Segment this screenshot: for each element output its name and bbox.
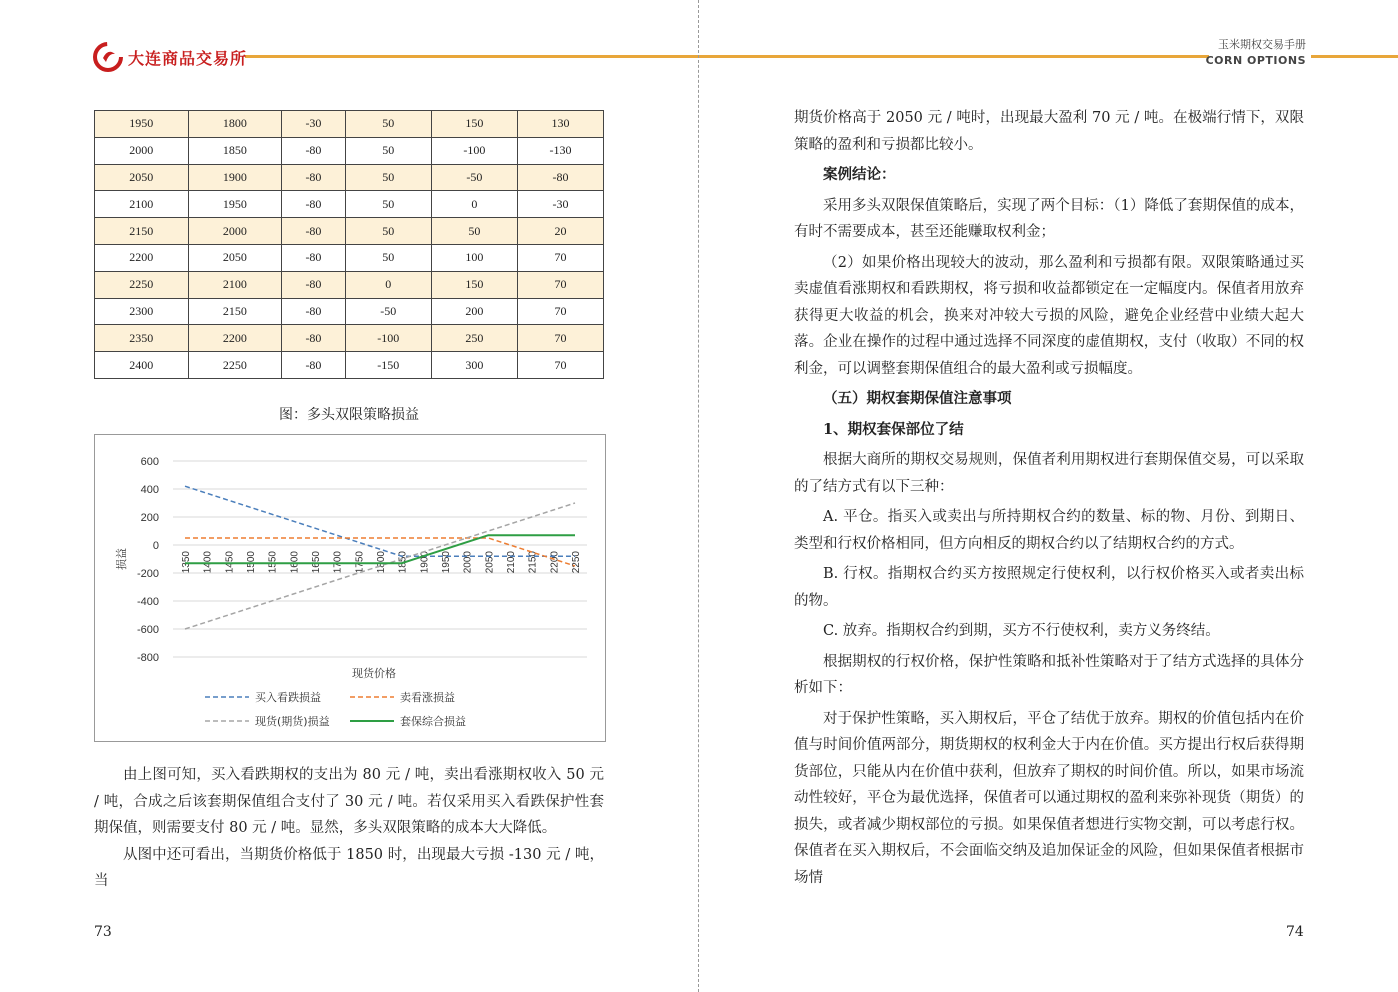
table-cell: -50	[345, 298, 431, 325]
table-cell: 2200	[188, 325, 282, 352]
x-tick-label: 1950	[441, 551, 452, 574]
table-cell: 70	[517, 325, 603, 352]
table-cell: -80	[517, 164, 603, 191]
handbook-title: 玉米期权交易手册	[1218, 38, 1306, 51]
header-rule	[245, 55, 699, 58]
table-cell: -130	[517, 137, 603, 164]
table-cell: -80	[282, 271, 346, 298]
page-number-right: 74	[1286, 924, 1304, 940]
left-body-text	[94, 762, 604, 895]
org-name: 大连商品交易所	[128, 49, 248, 68]
x-tick-label: 1400	[202, 551, 214, 574]
heading-case-conclusion: 案例结论：	[823, 166, 896, 183]
left-paragraph-2: 从图中还可看出，当期货价格低于 1850 时，出现最大亏损 -130 元 / 吨，当	[94, 846, 604, 889]
table-cell: 2100	[95, 191, 189, 218]
table-cell: -150	[345, 352, 431, 379]
x-tick-label: 2100	[506, 551, 517, 574]
y-tick-label: -200	[136, 568, 159, 580]
table-cell: 2000	[188, 218, 282, 245]
table-cell: 150	[431, 111, 517, 138]
table-cell: 70	[517, 352, 603, 379]
x-tick-label: 2150	[527, 551, 539, 574]
right-paragraph-1: 期货价格高于 2050 元 / 吨时，出现最大盈利 70 元 / 吨。在极端行情下，双限策略的盈利和亏损都比较小。	[794, 110, 1304, 153]
handbook-header	[1206, 36, 1306, 67]
table-cell: 0	[345, 271, 431, 298]
y-tick-label: 600	[140, 456, 159, 468]
table-row	[95, 271, 604, 298]
table-cell: 2050	[188, 244, 282, 271]
table-cell: -100	[345, 325, 431, 352]
header-rule-right-a	[699, 55, 1209, 58]
x-axis-label: 现货价格	[352, 667, 396, 680]
table-cell: 50	[345, 191, 431, 218]
table-row	[95, 137, 604, 164]
table-cell: 70	[517, 298, 603, 325]
right-paragraph-c: C. 放弃。指期权合约到期，买方不行使权利，卖方义务终结。	[823, 623, 1220, 639]
table-cell: 1900	[188, 164, 282, 191]
table-cell: 2200	[95, 244, 189, 271]
x-tick-label: 1850	[397, 551, 409, 574]
x-tick-label: 1900	[419, 551, 431, 574]
x-tick-label: 2050	[484, 551, 496, 574]
y-tick-label: -400	[136, 596, 159, 608]
table-cell: 2150	[95, 218, 189, 245]
table-cell: -30	[517, 191, 603, 218]
right-paragraph-6: 对于保护性策略，买入期权后，平仓了结优于放弃。期权的价值包括内在价值与时间价值两部分，期货期权的权利金大于内在价值。买方提出行权后获得期货部位，只能从内在价值中获利，但放弃了期权的时间价值。所以，如果市场流动性较好，平仓为最优选择，保值者可以通过期权的盈利来弥补现货（期货）的损失，或者减少期权部位的亏损。如果保值者想进行实物交割，可以考虑行权。保值者在买入期权后，不会面临交纳及追加保证金的风险，但如果保值者根据市场情	[794, 710, 1304, 886]
x-tick-label: 1650	[311, 551, 322, 574]
right-body-text	[794, 105, 1304, 891]
table-cell: 50	[345, 111, 431, 138]
table-cell: 1950	[95, 111, 189, 138]
table-cell: -80	[282, 298, 346, 325]
x-tick-label: 1500	[246, 551, 257, 574]
table-cell: 20	[517, 218, 603, 245]
table-cell: 2000	[95, 137, 189, 164]
y-tick-label: 200	[140, 512, 159, 524]
x-tick-label: 1750	[354, 551, 366, 574]
x-tick-label: 1550	[267, 551, 279, 574]
table-cell: -80	[282, 325, 346, 352]
dce-logo-icon	[93, 42, 123, 72]
table-row	[95, 191, 604, 218]
right-page	[699, 0, 1398, 992]
table-cell: -50	[431, 164, 517, 191]
y-tick-label: -600	[136, 624, 159, 636]
table-row	[95, 244, 604, 271]
x-tick-label: 1450	[224, 551, 236, 574]
table-cell: -80	[282, 244, 346, 271]
x-tick-label: 1350	[181, 551, 192, 574]
x-tick-label: 2200	[549, 551, 561, 574]
table-cell: 50	[345, 137, 431, 164]
table-cell: 50	[431, 218, 517, 245]
legend-label: 套保综合损益	[400, 715, 466, 728]
legend-label: 现货(期货)损益	[255, 715, 330, 728]
table-row	[95, 111, 604, 138]
table-cell: 1950	[188, 191, 282, 218]
heading-section-5-1: 1、期权套保部位了结	[823, 420, 964, 438]
table-cell: -80	[282, 352, 346, 379]
table-cell: -30	[282, 111, 346, 138]
table-cell: 50	[345, 244, 431, 271]
table-cell: -80	[282, 164, 346, 191]
right-paragraph-b: B. 行权。指期权合约买方按照规定行使权利，以行权价格买入或者卖出标的物。	[794, 566, 1304, 609]
table-cell: 2100	[188, 271, 282, 298]
table-cell: 70	[517, 271, 603, 298]
y-tick-label: 400	[140, 484, 159, 496]
table-cell: 2300	[95, 298, 189, 325]
figure-caption: 图：多头双限策略损益	[279, 407, 419, 423]
right-paragraph-2: 采用多头双限保值策略后，实现了两个目标：（1）降低了套期保值的成本，有时不需要成本，甚至还能赚取权利金；	[794, 197, 1304, 240]
table-cell: 200	[431, 298, 517, 325]
payoff-chart-svg	[95, 435, 605, 741]
table-cell: 0	[431, 191, 517, 218]
table-cell: 2250	[95, 271, 189, 298]
handbook-subtitle: CORN OPTIONS	[1205, 54, 1306, 67]
table-cell: 2050	[95, 164, 189, 191]
y-axis-label: 损益	[115, 548, 128, 570]
table-cell: -80	[282, 137, 346, 164]
table-cell: 1800	[188, 111, 282, 138]
table-cell: 2400	[95, 352, 189, 379]
table-row	[95, 325, 604, 352]
x-tick-label: 1600	[289, 551, 301, 574]
x-tick-label: 1700	[332, 551, 344, 574]
table-cell: 250	[431, 325, 517, 352]
table-row	[95, 298, 604, 325]
page-number-left: 73	[94, 924, 112, 940]
table-cell: -80	[282, 218, 346, 245]
x-tick-label: 2250	[571, 551, 582, 574]
table-cell: 150	[431, 271, 517, 298]
right-paragraph-3: （2）如果价格出现较大的波动，那么盈利和亏损都有限。双限策略通过买卖虚值看涨期权和看跌期权，将亏损和收益都锁定在一定幅度内。保值者用放弃获得更大收益的机会，换来对冲较大亏损的风险，避免企业经营中业绩大起大落。企业在操作的过程中通过选择不同深度的虚值期权，支付（收取）不同的权利金，可以调整套期保值组合的最大盈利或亏损幅度。	[794, 254, 1304, 377]
table-cell: 2350	[95, 325, 189, 352]
y-tick-label: 0	[152, 540, 159, 552]
x-tick-label: 2000	[462, 551, 474, 574]
payoff-chart	[94, 434, 606, 742]
header-rule-right-b	[1311, 55, 1398, 58]
table-cell: 300	[431, 352, 517, 379]
heading-section-5: （五）期权套期保值注意事项	[823, 390, 1012, 407]
table-cell: 2150	[188, 298, 282, 325]
right-paragraph-5: 根据期权的行权价格，保护性策略和抵补性策略对于了结方式选择的具体分析如下：	[794, 653, 1304, 696]
legend-label: 卖看涨损益	[400, 691, 455, 704]
table-cell: 50	[345, 218, 431, 245]
payoff-table	[94, 110, 604, 379]
x-tick-label: 1800	[376, 551, 387, 574]
table-cell: 70	[517, 244, 603, 271]
table-cell: 1850	[188, 137, 282, 164]
table-cell: -80	[282, 191, 346, 218]
table-cell: 50	[345, 164, 431, 191]
table-row	[95, 164, 604, 191]
table-cell: 100	[431, 244, 517, 271]
right-paragraph-4: 根据大商所的期权交易规则，保值者利用期权进行套期保值交易，可以采取的了结方式有以下三种：	[794, 452, 1304, 495]
right-paragraph-a: A. 平仓。指买入或卖出与所持期权合约的数量、标的物、月份、到期日、类型和行权价格相同，但方向相反的期权合约以了结期权合约的方式。	[794, 509, 1304, 552]
legend-label: 买入看跌损益	[255, 691, 321, 704]
table-cell: -100	[431, 137, 517, 164]
y-tick-label: -800	[136, 652, 159, 664]
left-paragraph-1: 由上图可知，买入看跌期权的支出为 80 元 / 吨，卖出看涨期权收入 50 元 / 吨，合成之后该套期保值组合支付了 30 元 / 吨。若仅采用买入看跌保护性套期保值，则需要支付 80 元 / 吨。显然，多头双限策略的成本大大降低。	[94, 767, 604, 836]
table-cell: 130	[517, 111, 603, 138]
table-row	[95, 218, 604, 245]
table-row	[95, 352, 604, 379]
table-cell: 2250	[188, 352, 282, 379]
